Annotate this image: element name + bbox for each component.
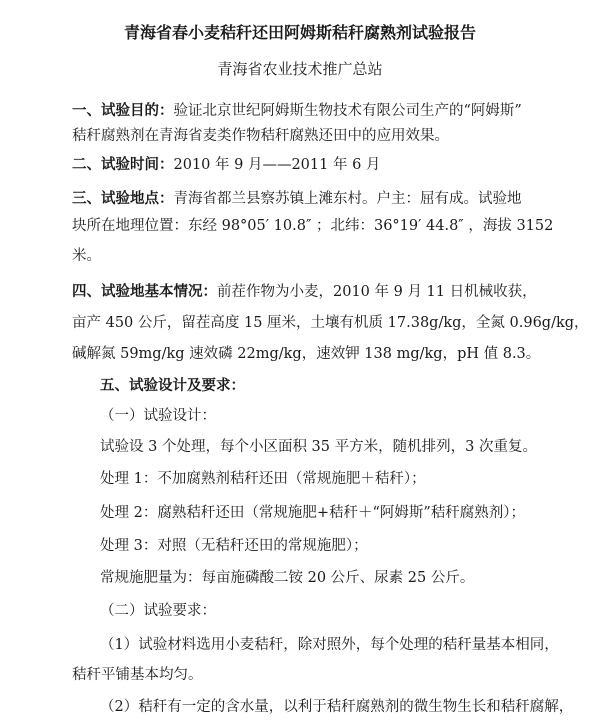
treatment-3: 处理 3：对照（无秸秆还田的常规施肥）；	[100, 538, 368, 554]
section-4-text: 前茬作物为小麦，2010 年 9 月 11 日机械收获，	[217, 284, 537, 300]
treatment-2: 处理 2：腐熟秸秆还田（常规施肥+秸秆＋“阿姆斯”秸秆腐熟剂）；	[100, 505, 526, 521]
section-3-line-2: 块所在地理位置：东经 98°05′ 10.8″ ；北纬：36°19′ 44.8″ ，海拔 3152	[72, 218, 554, 234]
subsection-requirements-heading: （二）试验要求：	[100, 603, 216, 619]
section-3-heading: 三、试验地点：	[72, 191, 174, 207]
section-4-line-3: 碱解氮 59mg/kg 速效磷 22mg/kg，速效钾 138 mg/kg，pH 值 8.3。	[72, 346, 541, 362]
section-1-line-2: 秸秆腐熟剂在青海省麦类作物秸秆腐熟还田中的应用效果。	[72, 128, 449, 144]
section-3-line-1	[72, 187, 522, 208]
section-2-text: 2010 年 9 月——2011 年 6 月	[173, 157, 381, 173]
report-title: 青海省春小麦秸秆还田阿姆斯秸秆腐熟剂试验报告	[123, 23, 476, 42]
section-1-line-1	[72, 99, 522, 120]
requirement-1-line-2: 秸秆平铺基本均匀。	[72, 667, 203, 683]
design-description: 试验设 3 个处理，每个小区面积 35 平方米，随机排列，3 次重复。	[100, 439, 537, 455]
section-4-line-1	[72, 280, 537, 301]
section-5-heading-text: 五、试验设计及要求：	[100, 378, 245, 394]
section-2-line	[72, 153, 380, 174]
report-subtitle: 青海省农业技术推广总站	[217, 60, 383, 78]
section-3-text: 青海省都兰县察苏镇上滩东村。户主：屈有成。试验地	[173, 191, 522, 207]
section-5-heading	[100, 374, 245, 395]
section-4-line-2: 亩产 450 公斤，留茬高度 15 厘米，土壤有机质 17.38g/kg，全氮 0.96g/kg，	[72, 315, 589, 331]
section-1-text: 验证北京世纪阿姆斯生物技术有限公司生产的“阿姆斯”	[173, 103, 522, 119]
section-2-heading: 二、试验时间：	[72, 157, 174, 173]
requirement-2-line-1: （2）秸秆有一定的含水量，以利于秸秆腐熟剂的微生物生长和秸秆腐解，	[100, 699, 574, 715]
fertilizer-amount: 常规施肥量为：每亩施磷酸二铵 20 公斤、尿素 25 公斤。	[100, 570, 475, 586]
section-1-heading: 一、试验目的：	[72, 103, 174, 119]
treatment-1: 处理 1：不加腐熟剂秸秆还田（常规施肥＋秸秆）；	[100, 471, 426, 487]
subsection-design-heading: （一）试验设计：	[100, 408, 216, 424]
requirement-1-line-1: （1）试验材料选用小麦秸秆，除对照外，每个处理的秸秆量基本相同，	[100, 637, 559, 653]
section-3-line-3: 米。	[72, 248, 101, 264]
section-4-heading: 四、试验地基本情况：	[72, 284, 217, 300]
